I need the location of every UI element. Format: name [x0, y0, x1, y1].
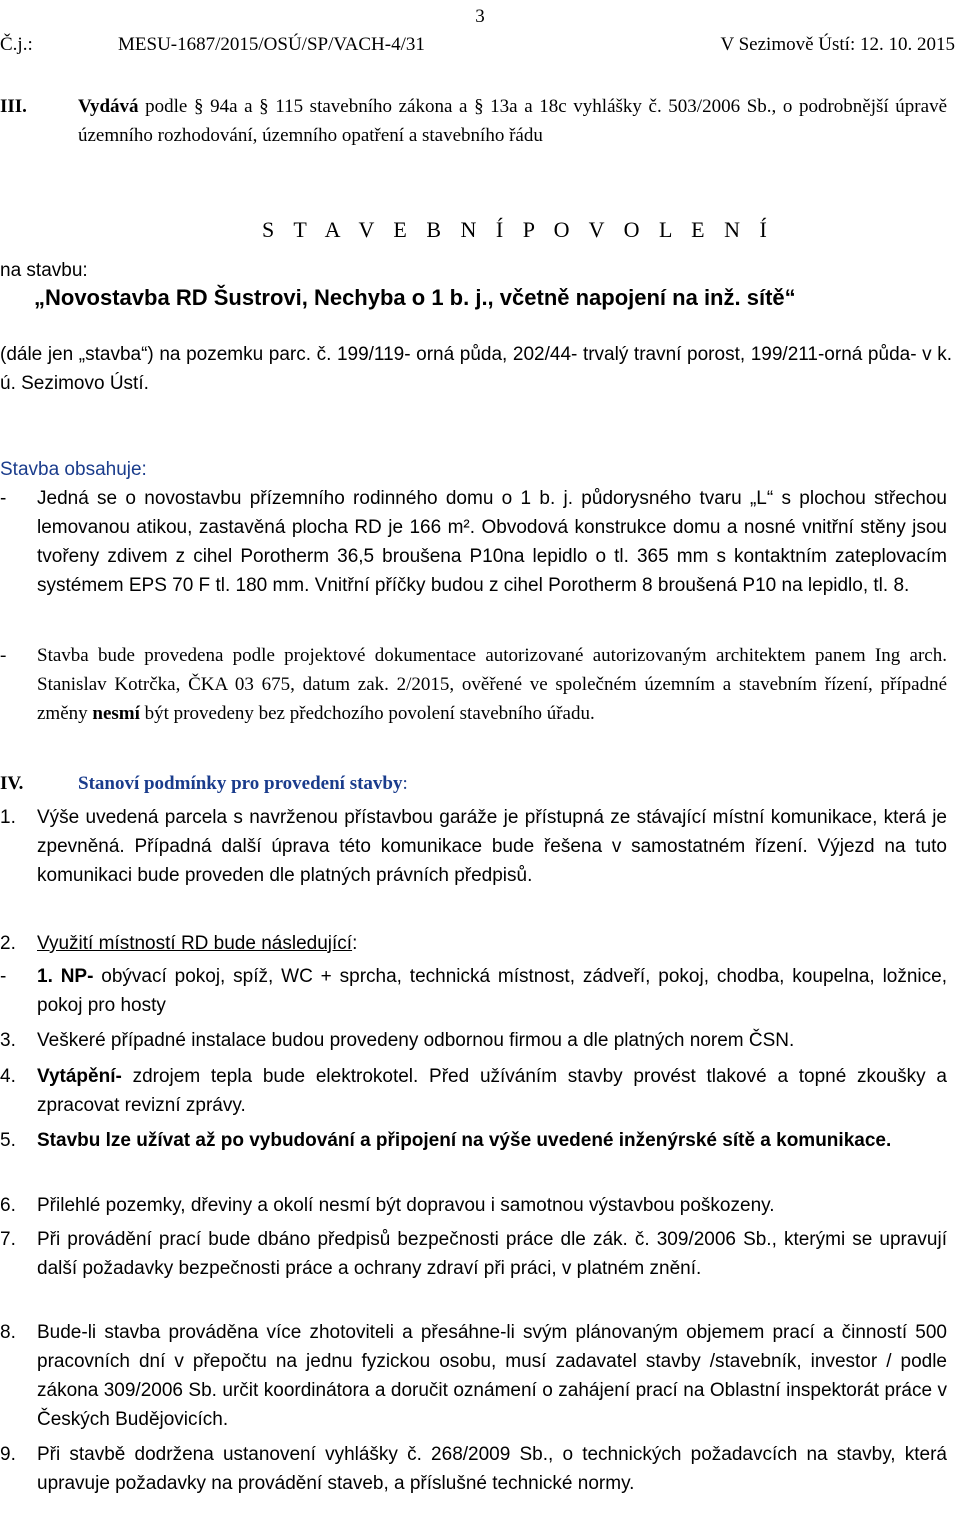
permit-title: S T A V E B N Í P O V O L E N Í — [262, 217, 774, 242]
reference-number: MESU-1687/2015/OSÚ/SP/VACH-4/31 — [118, 34, 425, 55]
document-header — [0, 30, 960, 60]
condition-number: 6. — [0, 1195, 16, 1216]
condition-text — [37, 1062, 947, 1120]
condition-number: - — [0, 966, 7, 987]
condition-number: 9. — [0, 1444, 16, 1465]
section-iii-body: podle § 94a a § 115 stavebního zákona a § 13a a 18c vyhlášky č. 503/2006 Sb., o podrobnější úpravě územního rozhodování, územního opatření a stavebního řádu — [78, 96, 947, 146]
condition-text-bold: Vytápění- — [37, 1066, 122, 1087]
condition-number: 1. — [0, 807, 16, 828]
condition-text-underlined: Využití místností RD bude následující — [37, 933, 353, 954]
condition-text-rest: obývací pokoj, spíž, WC + sprcha, technická místnost, zádveří, pokoj, chodba, koupelna, ložnice, pokoj pro hosty — [37, 966, 947, 1016]
contains-item-text-b: být provedeny bez předchozího povolení stavebního úřadu. — [139, 703, 595, 724]
condition-text: Veškeré případné instalace budou provedeny odbornou firmou a dle platných norem ČSN. — [37, 1030, 795, 1051]
condition-text: Bude-li stavba prováděna více zhotoviteli a přesáhne-li svým plánovaným objemem prací a činností 500 pracovních dní v přepočtu na jednu fyzickou osobu, musí zadavatel stavby /stavebník, investor / podle zákona 309/2006 Sb. určit koordinátora a doručit oznámení o zahájení prací na Oblastní inspektorát práce v Českých Budějovicích. — [37, 1322, 947, 1430]
place-date: V Sezimově Ústí: 12. 10. 2015 — [720, 34, 955, 55]
section-iii-number: III. — [0, 96, 27, 117]
page-number: 3 — [475, 6, 485, 27]
condition-number: 8. — [0, 1322, 16, 1343]
condition-text: Přilehlé pozemky, dřeviny a okolí nesmí být dopravou i samotnou výstavbou poškozeny. — [37, 1195, 775, 1216]
condition-number: 5. — [0, 1130, 16, 1151]
project-name: „Novostavba RD Šustrovi, Nechyba o 1 b. j., včetně napojení na inž. sítě“ — [34, 285, 796, 310]
contains-item-text-a: Stavba bude provedena podle projektové dokumentace autorizované autorizovaným architektem panem Ing arch. Stanislav Kotrčka, ČKA 03 675, datum zak. 2/2015, ověřené ve společném územním a stavebním řízení, případné změny — [37, 645, 947, 724]
contains-dash: - — [0, 488, 7, 509]
parcel-text: (dále jen „stavba“) na pozemku parc. č. 199/119- orná půda, 202/44- trvalý travní porost, 199/211-orná půda- v k. ú. Sezimovo Ústí. — [0, 344, 952, 394]
on-building-label: na stavbu: — [0, 260, 88, 281]
section-iii-lead: Vydává — [78, 96, 139, 117]
condition-colon: : — [352, 933, 358, 954]
section-iv-heading-colon: : — [402, 773, 408, 794]
condition-text: Stavbu lze užívat až po vybudování a připojení na výše uvedené inženýrské sítě a komunikace. — [37, 1130, 892, 1151]
reference-label: Č.j.: — [0, 34, 33, 55]
contains-item-text: Jedná se o novostavbu přízemního rodinného domu o 1 b. j. půdorysného tvaru „L“ s plochou střechou lemovanou atikou, zastavěná plocha RD je 166 m². Obvodová konstrukce domu a nosné vnitřní stěny jsou tvořeny zdivem z cihel Porotherm 36,5 broušena P10na lepidlo o tl. 365 mm s kontaktním zateplovacím systémem EPS 70 F tl. 180 mm. Vnitřní příčky budou z cihel Porotherm 8 broušená P10 na lepidlo, tl. 8. — [37, 488, 947, 596]
condition-text: Výše uvedená parcela s navrženou přístavbou garáže je přístupná ze stávající místní komunikace, která je zpevněná. Případná další úprava této komunikace bude řešena v samostatném řízení. Výjezd na tuto komunikaci bude proveden dle platných právních předpisů. — [37, 807, 947, 886]
condition-text: Při stavbě dodržena ustanovení vyhlášky č. 268/2009 Sb., o technických požadavcích na stavby, která upravuje požadavky na provádění staveb, a příslušné technické normy. — [37, 1444, 947, 1494]
section-iii-text — [78, 92, 947, 150]
section-iv-number: IV. — [0, 773, 24, 794]
condition-text-rest: zdrojem tepla bude elektrokotel. Před užíváním stavby provést tlakové a topné zkoušky a zpracovat revizní zprávy. — [37, 1066, 947, 1116]
condition-text-bold: 1. NP- — [37, 966, 94, 987]
condition-number: 7. — [0, 1229, 16, 1250]
condition-text — [37, 962, 947, 1020]
condition-text — [37, 929, 947, 958]
section-iv-heading-text: Stanoví podmínky pro provedení stavby — [78, 773, 403, 794]
condition-number: 3. — [0, 1030, 16, 1051]
contains-item-text-bold: nesmí — [92, 703, 140, 724]
contains-dash: - — [0, 645, 7, 666]
condition-text: Při provádění prací bude dbáno předpisů bezpečnosti práce dle zák. č. 309/2006 Sb., kterými se upravují další požadavky bezpečnosti práce a ochrany zdraví při práci, v platném znění. — [37, 1229, 947, 1279]
condition-number: 2. — [0, 933, 16, 954]
contains-heading: Stavba obsahuje: — [0, 459, 147, 480]
section-iv-heading — [78, 769, 947, 798]
contains-item-text — [37, 641, 947, 728]
condition-number: 4. — [0, 1066, 16, 1087]
